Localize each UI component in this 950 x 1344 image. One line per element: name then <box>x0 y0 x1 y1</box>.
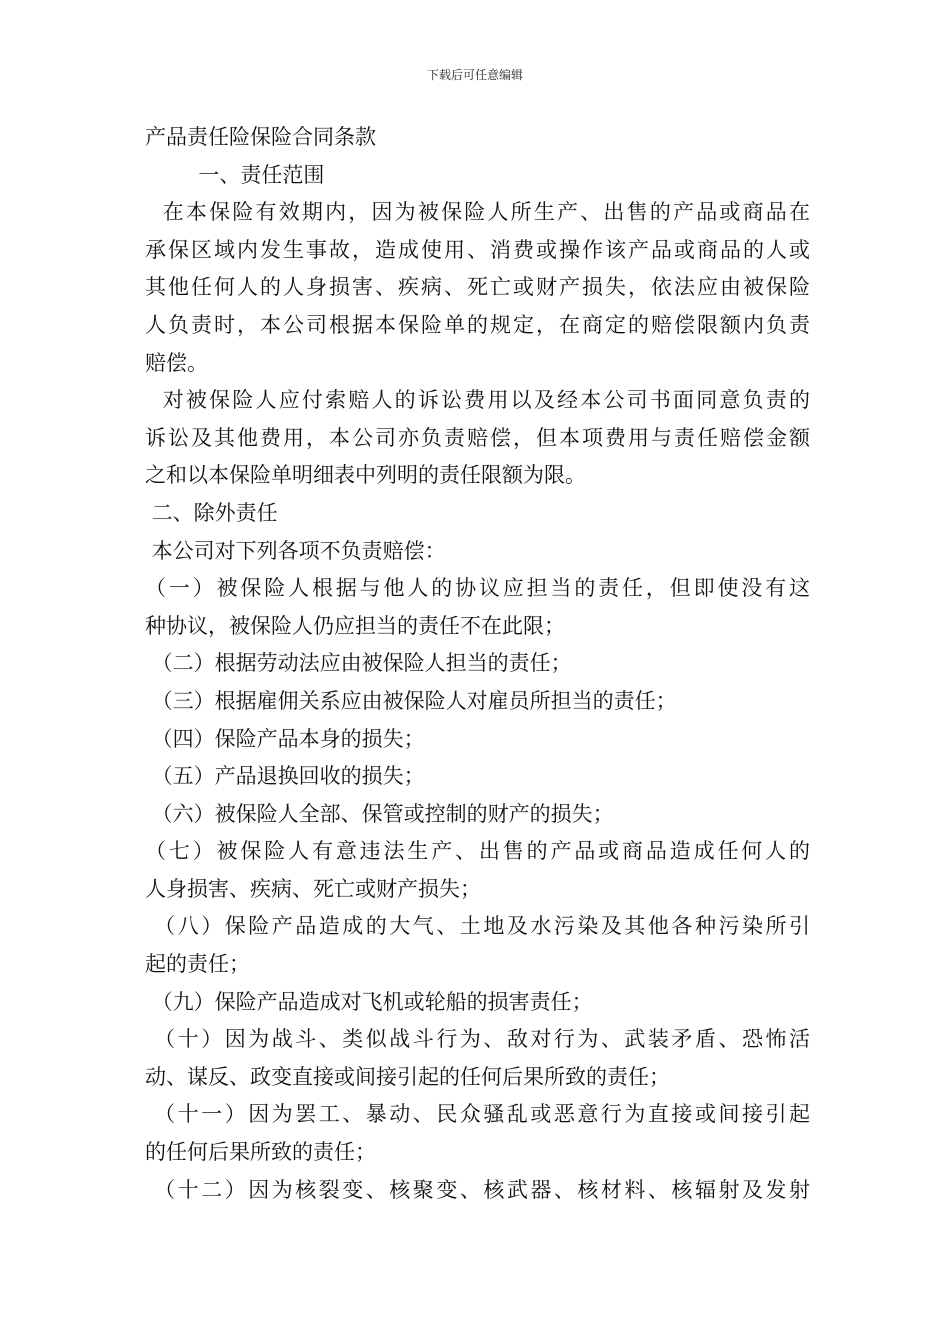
paragraph-line: 其他任何人的人身损害、疾病、死亡或财产损失，依法应由被保险 <box>145 275 810 300</box>
list-item-line: （四）保险产品本身的损失； <box>145 726 425 751</box>
paragraph-line: 承保区域内发生事故，造成使用、消费或操作该产品或商品的人或 <box>145 237 810 262</box>
list-item-line: 动、谋反、政变直接或间接引起的任何后果所致的责任； <box>145 1064 670 1089</box>
paragraph-line: 对被保险人应付索赔人的诉讼费用以及经本公司书面同意负责的 <box>145 388 810 413</box>
paragraph-line: 人负责时，本公司根据本保险单的规定，在商定的赔偿限额内负责 <box>145 312 810 337</box>
list-item-line: （二）根据劳动法应由被保险人担当的责任； <box>145 651 572 676</box>
document-title: 产品责任险保险合同条款 <box>145 125 376 149</box>
paragraph-line: 本公司对下列各项不负责赔偿： <box>145 538 446 563</box>
list-item-line: （八）保险产品造成的大气、土地及水污染及其他各种污染所引 <box>145 914 810 939</box>
paragraph-line: 在本保险有效期内，因为被保险人所生产、出售的产品或商品在 <box>145 200 810 225</box>
list-item-line: （十一）因为罢工、暴动、民众骚乱或恶意行为直接或间接引起 <box>145 1102 810 1127</box>
list-item-line: （七）被保险人有意违法生产、出售的产品或商品造成任何人的 <box>145 839 810 864</box>
list-item-line: 人身损害、疾病、死亡或财产损失； <box>145 876 481 901</box>
paragraph-line: 之和以本保险单明细表中列明的责任限额为限。 <box>145 463 586 488</box>
document-body <box>145 119 810 1209</box>
section-heading: 一、责任范围 <box>145 162 325 187</box>
paragraph-line: 诉讼及其他费用，本公司亦负责赔偿，但本项费用与责任赔偿金额 <box>145 425 810 450</box>
page-header-note: 下载后可任意编辑 <box>426 68 523 82</box>
section-heading: 二、除外责任 <box>145 500 278 525</box>
list-item-line: （五）产品退换回收的损失； <box>145 764 425 789</box>
list-item-line: （十二）因为核裂变、核聚变、核武器、核材料、核辐射及发射 <box>145 1177 810 1202</box>
list-item-line: 种协议，被保险人仍应担当的责任不在此限； <box>145 613 565 638</box>
list-item-line: （三）根据雇佣关系应由被保险人对雇员所担当的责任； <box>145 688 677 713</box>
list-item-line: （一）被保险人根据与他人的协议应担当的责任，但即使没有这 <box>145 576 810 601</box>
list-item-line: （六）被保险人全部、保管或控制的财产的损失； <box>145 801 614 826</box>
list-item-line: 的任何后果所致的责任； <box>145 1140 376 1165</box>
list-item-line: （九）保险产品造成对飞机或轮船的损害责任； <box>145 989 593 1014</box>
paragraph-line: 赔偿。 <box>145 350 208 375</box>
list-item-line: 起的责任； <box>145 952 250 977</box>
list-item-line: （十）因为战斗、类似战斗行为、敌对行为、武装矛盾、恐怖活 <box>145 1027 810 1052</box>
